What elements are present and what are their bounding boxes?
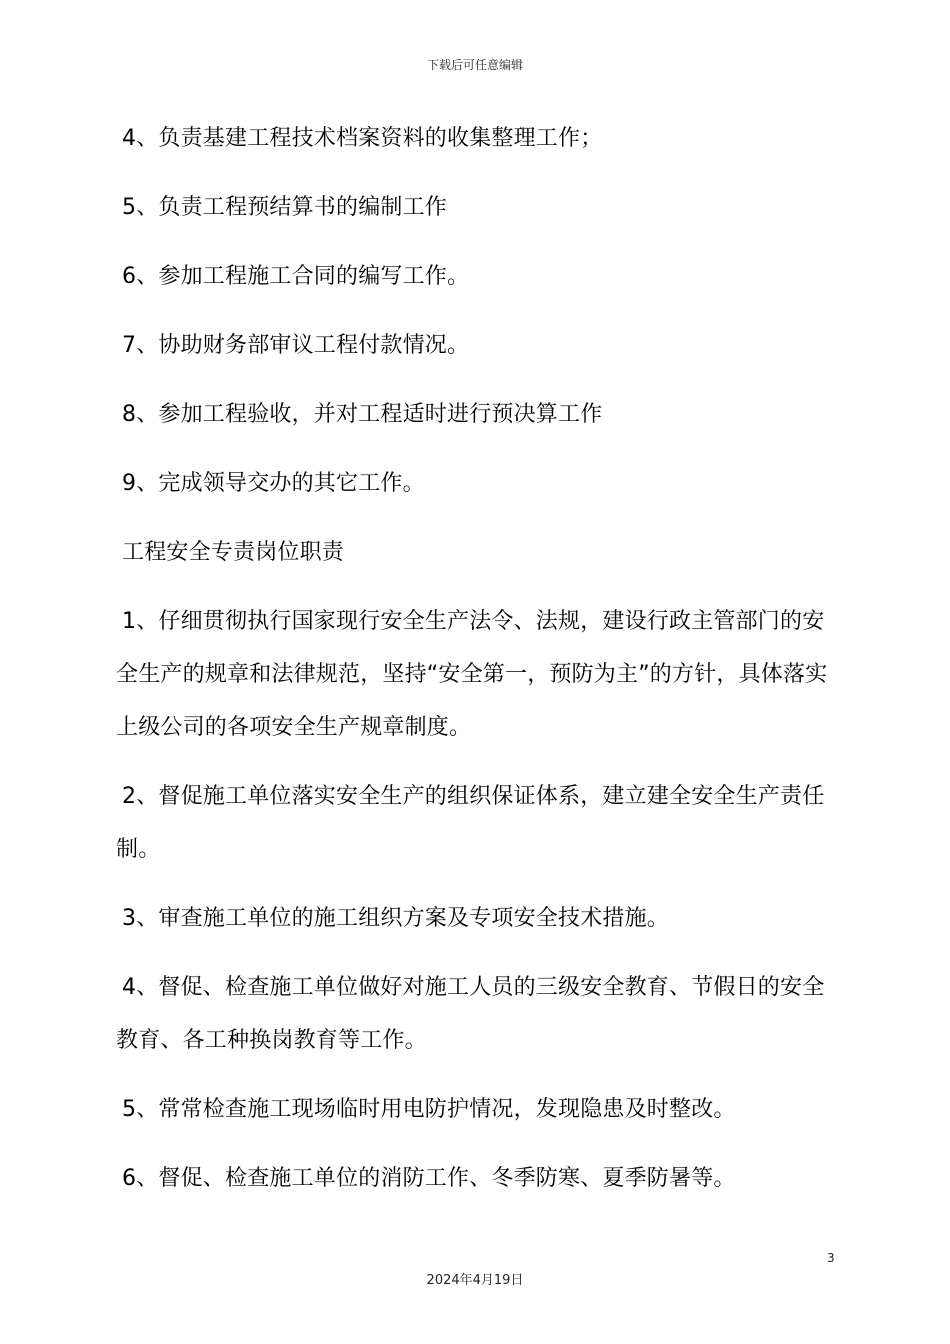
safety-duty-4: 4、督促、检查施工单位做好对施工人员的三级安全教育、节假日的安全教育、各工种换岗教育等工作。 [116, 975, 825, 1053]
safety-duty-3: 3、审查施工单位的施工组织方案及专项安全技术措施。 [122, 906, 669, 931]
section-heading: 工程安全专责岗位职责 [122, 540, 345, 565]
header-note: 下载后可任意编辑 [426, 58, 523, 72]
paragraph-item-9: 9、完成领导交办的其它工作。 [122, 471, 425, 496]
footer-date: 2024年4月19日 [426, 1273, 524, 1288]
paragraph-item-4: 4、负责基建工程技术档案资料的收集整理工作； [122, 126, 603, 151]
paragraph-item-6: 6、参加工程施工合同的编写工作。 [122, 264, 470, 289]
page-number: 3 [827, 1251, 835, 1265]
paragraph-item-5: 5、负责工程预结算书的编制工作 [122, 195, 447, 220]
paragraph-item-8: 8、参加工程验收，并对工程适时进行预决算工作 [122, 402, 603, 427]
paragraph-item-7: 7、协助财务部审议工程付款情况。 [122, 333, 470, 358]
safety-duty-5: 5、常常检查施工现场临时用电防护情况，发现隐患及时整改。 [122, 1097, 736, 1122]
safety-duty-2: 2、督促施工单位落实安全生产的组织保证体系，建立建全安全生产责任制。 [116, 784, 825, 862]
document-body [116, 112, 832, 1221]
safety-duty-6: 6、督促、检查施工单位的消防工作、冬季防寒、夏季防暑等。 [122, 1166, 736, 1191]
safety-duty-1: 1、仔细贯彻执行国家现行安全生产法令、法规，建设行政主管部门的安全生产的规章和法律规范，坚持“安全第一，预防为主”的方针，具体落实上级公司的各项安全生产规章制度。 [116, 609, 828, 740]
